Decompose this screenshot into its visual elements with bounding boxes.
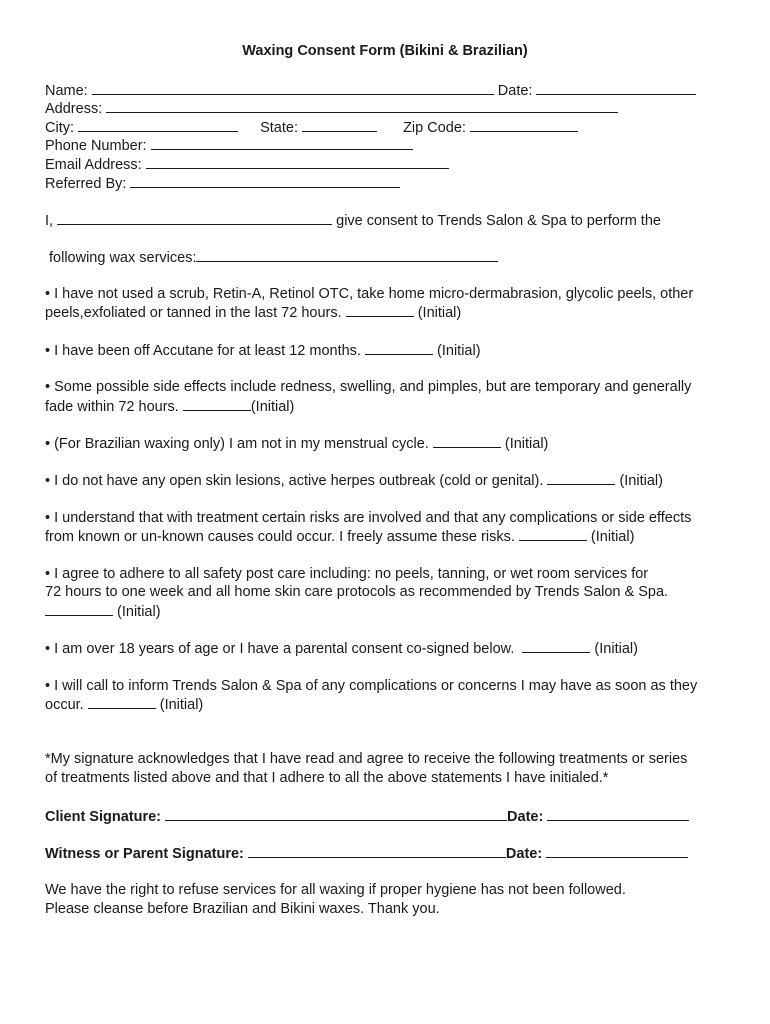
services-label: following wax services: <box>49 250 197 266</box>
initial-label: (Initial) <box>159 697 204 713</box>
statement-2 <box>45 341 481 360</box>
initial-field[interactable] <box>522 639 590 653</box>
form-title: Waxing Consent Form (Bikini & Brazilian) <box>242 43 528 59</box>
address-label: Address: <box>45 101 103 117</box>
state-label: State: <box>260 120 298 136</box>
initial-label: (Initial) <box>594 641 638 657</box>
date-field[interactable] <box>536 81 696 95</box>
state-field[interactable] <box>302 118 377 132</box>
statement-1-line-2 <box>45 303 461 322</box>
statement-3-line-1: • Some possible side effects include redness, swelling, and pimples, but are temporary and generally <box>45 379 692 395</box>
referred-field[interactable] <box>130 174 400 188</box>
initial-field[interactable] <box>433 434 501 448</box>
witness-signature-row <box>45 844 688 863</box>
city-label: City: <box>45 120 74 136</box>
client-date-field[interactable] <box>547 807 689 821</box>
initial-field[interactable] <box>519 527 587 541</box>
address-row <box>45 99 618 118</box>
statement-6-text: from known or un-known causes could occur. I freely assume these risks. <box>45 529 515 545</box>
statement-7-line-1: • I agree to adhere to all safety post care including: no peels, tanning, or wet room services for <box>45 566 649 582</box>
statement-9-line-1: • I will call to inform Trends Salon & Spa of any complications or concerns I may have as soon as they <box>45 678 698 694</box>
address-field[interactable] <box>106 99 618 113</box>
name-row <box>45 81 696 100</box>
phone-field[interactable] <box>151 136 413 150</box>
city-row <box>45 118 578 137</box>
referred-row <box>45 174 400 193</box>
statement-4-text: • (For Brazilian waxing only) I am not in my menstrual cycle. <box>45 436 429 452</box>
statement-8 <box>45 639 638 658</box>
zip-field[interactable] <box>470 118 578 132</box>
initial-field[interactable] <box>45 602 113 616</box>
footer-line-2: Please cleanse before Brazilian and Bikini waxes. Thank you. <box>45 901 440 917</box>
statement-1-text: peels,exfoliated or tanned in the last 72 hours. <box>45 305 342 321</box>
email-label: Email Address: <box>45 157 142 173</box>
zip-label: Zip Code: <box>403 120 466 136</box>
referred-label: Referred By: <box>45 176 127 192</box>
initial-field[interactable] <box>365 341 433 355</box>
initial-label: (Initial) <box>619 473 663 489</box>
client-signature-label: Client Signature: <box>45 809 162 825</box>
name-field[interactable] <box>92 81 494 95</box>
initial-label: (Initial) <box>117 604 161 620</box>
statement-9-line-2 <box>45 695 203 714</box>
witness-date-label: Date: <box>505 846 543 862</box>
initial-label: (Initial) <box>504 436 549 452</box>
date-label: Date: <box>497 83 533 99</box>
consent-row <box>45 211 661 230</box>
statement-5-text: • I do not have any open skin lesions, active herpes outbreak (cold or genital). <box>45 473 544 489</box>
witness-signature-label: Witness or Parent Signature: <box>45 846 244 862</box>
client-name-field[interactable] <box>57 211 332 225</box>
initial-label: (Initial) <box>437 343 481 359</box>
initial-field[interactable] <box>88 695 156 709</box>
witness-signature-field[interactable] <box>248 844 506 858</box>
statement-1-line-1: • I have not used a scrub, Retin-A, Retinol OTC, take home micro-dermabrasion, glycolic peels, other <box>45 286 694 302</box>
services-field[interactable] <box>196 248 498 262</box>
statement-7-line-3 <box>45 602 161 621</box>
email-row <box>45 155 449 174</box>
city-field[interactable] <box>78 118 238 132</box>
initial-label: (Initial) <box>417 305 462 321</box>
statement-8-text: • I am over 18 years of age or I have a parental consent co-signed below. <box>45 641 515 657</box>
consent-text: give consent to Trends Salon & Spa to perform the <box>336 213 661 229</box>
footer-line-1: We have the right to refuse services for all waxing if proper hygiene has not been followed. <box>45 882 626 898</box>
initial-field[interactable] <box>346 303 414 317</box>
email-field[interactable] <box>146 155 449 169</box>
acknowledgement-line-1: *My signature acknowledges that I have read and agree to receive the following treatments or series <box>45 751 688 767</box>
statement-7-line-2: 72 hours to one week and all home skin care protocols as recommended by Trends Salon & Spa. <box>45 584 669 600</box>
services-row <box>49 248 498 267</box>
phone-label: Phone Number: <box>45 138 147 154</box>
initial-field[interactable] <box>547 471 615 485</box>
statement-9-text: occur. <box>45 697 84 713</box>
statement-3-text: fade within 72 hours. <box>45 399 179 415</box>
name-label: Name: <box>45 83 88 99</box>
witness-date-field[interactable] <box>546 844 688 858</box>
statement-3-line-2 <box>45 397 294 416</box>
client-signature-row <box>45 807 689 826</box>
client-date-label: Date: <box>507 809 544 825</box>
initial-label: (Initial) <box>590 529 635 545</box>
initial-label: (Initial) <box>250 399 295 415</box>
statement-2-text: • I have been off Accutane for at least 12 months. <box>45 343 361 359</box>
statement-4 <box>45 434 548 453</box>
statement-6-line-2 <box>45 527 634 546</box>
statement-6-line-1: • I understand that with treatment certain risks are involved and that any complications or side effects <box>45 510 692 526</box>
acknowledgement-line-2: of treatments listed above and that I adhere to all the above statements I have initialed.* <box>45 770 609 786</box>
consent-prefix: I, <box>45 213 54 229</box>
statement-5 <box>45 471 663 490</box>
initial-field[interactable] <box>183 397 251 411</box>
phone-row <box>45 136 413 155</box>
client-signature-field[interactable] <box>165 807 507 821</box>
